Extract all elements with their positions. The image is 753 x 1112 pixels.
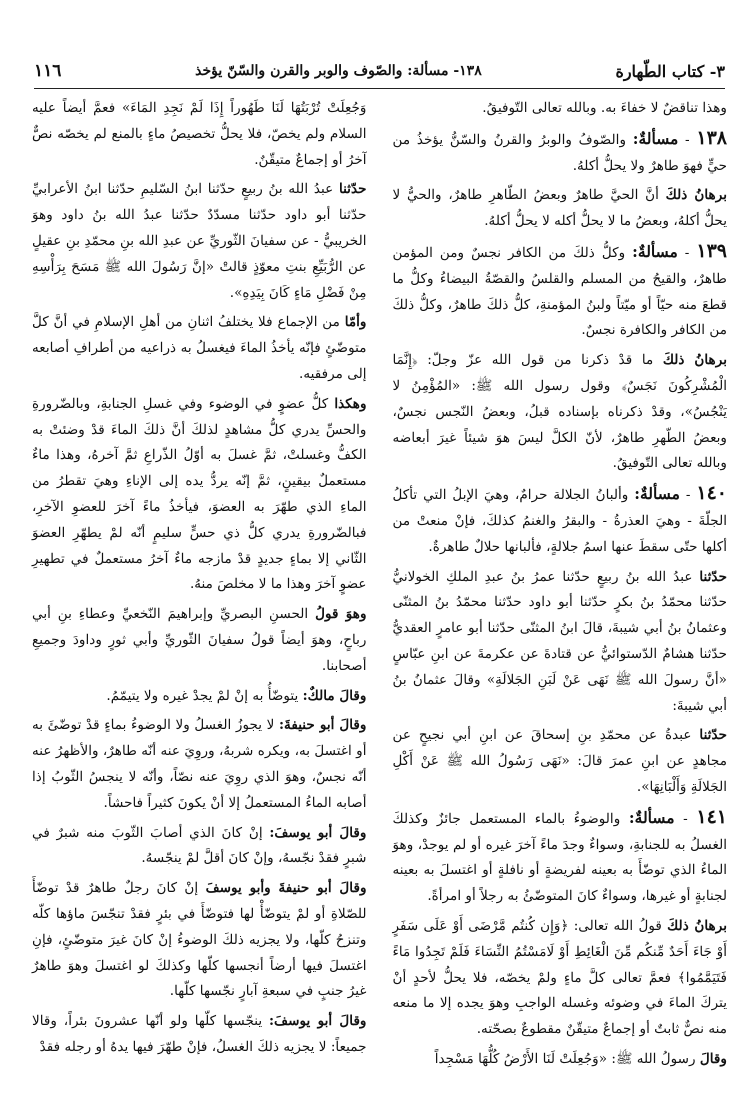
paragraph-text: وَجُعِلَتْ تُرْبَتُهَا لَنَا طَهُوراً إِذَا لَمْ نَجِدِ المَاءَ» فعمَّ أيضاً عليه السلام ولم يخصّ، فلا يحلُّ تخصيصُ ماءٍ بالمنع لم يخصّه نصٌّ آخرُ أو إجماعٌ متيقّنٌ. (32, 100, 367, 168)
paragraph-text: لا يجوزُ الغسلُ ولا الوضوءُ بماءٍ قدْ توضّئَ به أو اغتسلَ به، ويكره شربهُ، وروِيَ عنه أنّه طاهرٌ، والأظهرُ عنه أنّه نجسٌ، وهوَ الذي روِيَ عنه نصّاً، وأنّه لا ينجسُ الثّوبُ إذا أصابه الماءُ المستعملُ إلا أنْ يكونَ كثيراً فاحشاً. (32, 717, 367, 811)
paragraph-lead: وقالَ أبو حنيفةَ: (279, 717, 367, 734)
issue-number: ١٣٨ (696, 126, 727, 149)
issue-label: مسألةٌ: (628, 807, 675, 827)
paragraph (32, 177, 367, 306)
paragraph (393, 96, 728, 122)
paragraph (32, 821, 367, 873)
right-column (393, 96, 728, 1104)
paragraph (393, 348, 728, 477)
paragraph: ١٤١ - مسألةٌ: والوضوءُ بالماء المستعمل جائزٌ وكذلكَ الغسلُ به للجنابةِ، وسواءٌ وجدَ ماءً آخرَ غيره أو لم يوجدْ، وهوَ الماءُ الذي توضّأَ به بعينه لفريضةٍ أو نافلةٍ أو اغتسلَ به بعينه لجنابةٍ أو غيرها، وسواءٌ كانَ المتوضّئُ به رجلاً أو امرأةً. (392, 805, 727, 905)
paragraph-text: ما قدْ ذكرنا من قول الله عزّ وجلّ: ﴿إِنَّمَا الْمُشْرِكُونَ نَجَسٌ﴾ وقول رسول الله ﷺ: «المُؤْمِنُ لا يَنْجُسُ»، وقدْ ذكرناه بإسناده قبلُ، وبعضُ النّجس نجسٌ، وبعضُ الطّهرِ طاهرٌ، لأنّ الكلَّ ليسَ هوَ شيئاً غيرَ أبعاضه وبالله تعالى التّوفيقُ. (392, 352, 727, 472)
paragraph (32, 310, 367, 387)
paragraph-text: عبدُ الله بنُ ربيعٍ حدّثنا عمرُ بنُ عبدِ الملكِ الخولانيُّ حدّثنا محمّدُ بنُ بكرٍ حدّثنا أبو داود حدّثنا محمّدُ بنُ المثنّى وعثمانُ بنُ أبي شيبةَ، قالَ ابنُ المثنّى حدّثنا أبو عامرٍ العقديُّ حدّثنا هشامٌ الدّستوائيُّ عن قتادةَ عن عكرمةَ عن ابنِ عبّاسٍ «أنَّ رسولَ الله ﷺ نَهَى عَنْ لَبَنِ الجَلالَةِ» وقالَ عثمانُ بنُ أبي شيبةَ: (392, 568, 727, 714)
issue-number: ١٤٠ (696, 482, 727, 505)
page-number: ١١٦ (34, 61, 62, 81)
paragraph-text: الحسنِ البصريِّ وإبراهيمَ النّخعيِّ وعطاءِ بنِ أبي رباحٍ، وهوَ أيضاً قولُ سفيانَ الثّوريِّ وأبي ثورٍ وداودَ وجميعِ أصحابنا. (32, 606, 367, 674)
paragraph (32, 684, 367, 710)
paragraph (393, 1047, 728, 1073)
paragraph (32, 602, 367, 679)
text-columns (32, 96, 727, 1104)
paragraph-text: إنْ كانَ رجلٌ طاهرٌ قدْ توضّأَ للصّلاةِ أو لمْ يتوضّأْ لها فتوضّأَ في بئرٍ فقدْ تنجّسَ ماؤها كلّه وتنزحُ كلّها، ولا يجزيه ذلكَ الوضوءُ إنْ كانَ غيرَ متوضّئٍ، فإنِ اغتسلَ فيها أرضاً أنجسها كلّها وكذلكَ لو اغتسلَ وهوَ طاهرٌ غيرُ جنبٍ في سبعةِ آبارٍ نجّسها كلّها. (32, 880, 367, 1000)
paragraph-text: وألبانُ الجلالة حرامٌ، وهيَ الإبلُ التي تأكلُ الجلّةَ - وهيَ العذرةُ - والبقرُ والغنمُ كذلكَ، فإنْ منعتْ من أكلها حتّى سقطَ عنها اسمُ جلالةٍ، فألبانها حلالٌ طاهرةٌ. (392, 487, 727, 555)
paragraph-lead: برهانُ ذلكَ (665, 187, 728, 204)
paragraph (32, 713, 367, 816)
paragraph-text: عبدُ الله بنُ ربيعٍ حدّثنا ابنُ السّليمِ حدّثنا ابنُ الأعرابيِّ حدّثنا أبو داود حدّثنا مسدّدٌ حدّثنا عبدُ الله بنُ داود وهوَ الخريبيُّ - عن سفيانَ الثّوريِّ عن عبدِ الله بنِ محمّدِ بنِ عقيلٍ عن الرُّبَيِّعِ بنتِ معوّذٍ قالتْ «إنَّ رَسُولَ الله ﷺ مَسَحَ بِرَأْسِهِ مِنْ فَضْلِ مَاءٍ كَانَ بِيَدِهِ». (32, 181, 367, 301)
issue-label: مسألةٌ: (632, 241, 678, 261)
paragraph-text: قولُ الله تعالى: ﴿وَإِن كُنتُم مَّرْضَى أَوْ عَلَى سَفَرٍ أَوْ جَاءَ أَحَدٌ مِّنكُم مِّنَ الْغَائِطِ أَوْ لَامَسْتُمُ النِّسَاءَ فَلَمْ تَجِدُوا مَاءً فَتَيَمَّمُوا﴾ فعمَّ تعالى كلَّ ماءٍ ولمْ يخصّه، فلا يحلُّ لأحدٍ أنْ يتركَ الماءَ في وضوئه وغسله الواجبِ وهوَ يجده إلا ما منعه منه نصٌّ ثابتٌ أو إجماعٌ متيقّنٌ مقطوعٌ بصحّته. (392, 917, 727, 1038)
issue-label: مسألةٌ: (632, 128, 679, 148)
paragraph (32, 392, 367, 598)
issue-number: ١٣٩ (696, 239, 727, 262)
paragraph-text: رسولُ الله ﷺ: «وَجُعِلَتْ لَنَا الأَرْضُ كُلُّهَا مَسْجِداً (434, 1050, 696, 1067)
paragraph-lead: برهانُ ذلكَ (662, 352, 728, 369)
paragraph (32, 1009, 367, 1061)
paragraph (393, 565, 728, 720)
paragraph-lead: حدّثنا (699, 568, 727, 585)
book-title: ٣- كتاب الطّهارة (615, 61, 725, 81)
paragraph-lead: وهوَ قولُ (315, 606, 367, 623)
paragraph (393, 183, 728, 235)
left-column (32, 96, 367, 1104)
paragraph-text: عبدةُ عن محمّدِ بنِ إسحاقَ عن ابنِ أبي نجيحٍ عن مجاهدٍ عن ابنِ عمرَ قالَ: «نَهَى رَسُولُ الله ﷺ عَنْ أَكْلِ الجَلالَةِ وَأَلْبَانِهَا». (392, 727, 727, 795)
paragraph-lead: وأمّا (344, 314, 367, 331)
paragraph-text: يتوضّأُ به إنْ لمْ يجدْ غيره ولا يتيمّمُ. (106, 687, 299, 704)
paragraph-text: والوضوءُ بالماء المستعمل جائزٌ وكذلكَ الغسلُ به للجنابةِ، وسواءٌ وجدَ ماءً آخرَ غيره أو لم يوجدْ، وهوَ الماءُ الذي توضّأَ به بعينه لفريضةٍ أو نافلةٍ أو اغتسلَ به بعينه لجنابةٍ أو غيرها، وسواءٌ كانَ المتوضّئُ به رجلاً أو امرأةً. (392, 810, 727, 905)
paragraph (32, 876, 367, 1005)
paragraph-text: والصّوفُ والوبرُ والقرنُ والسّنُّ يؤخذُ من حيٍّ فهوَ طاهرٌ ولا يحلُّ أكلهُ. (392, 131, 727, 174)
running-title: ١٣٨- مسألة: والصّوف والوبر والقرن والسّنّ يؤخذ (195, 63, 482, 79)
paragraph-lead: وقالَ أبو يوسفَ: (269, 824, 367, 841)
page-header (34, 58, 725, 89)
paragraph (393, 723, 728, 800)
paragraph-text: وهذا تناقضٌ لا خفاءَ به. وبالله تعالى التّوفيقُ. (482, 100, 727, 116)
paragraph-lead: وهكذا (334, 395, 367, 412)
paragraph-lead: حدّثنا (699, 727, 727, 744)
paragraph-text: من الإجماع فلا يختلفُ اثنانِ من أهلِ الإسلامِ في أنَّ كلَّ متوضّئٍ فإنّه يأخذُ الماءَ فيغسلُ به ذراعيه من أطرافِ أصابعه إلى مرفقيه. (32, 314, 367, 382)
paragraph-text: وكلُّ ذلكَ من الكافر نجسٌ ومن المؤمن طاهرٌ، والقيحُ من المسلم والقلسُ والقصّةُ البيضاءُ وكلُّ ما قطعَ منه حيّاً أو ميّتاً ولبنُ المؤمنةِ، كلُّ ذلكَ طاهرٌ، وكلُّ ذلكَ من الكافر والكافرة نجسٌ. (392, 244, 727, 339)
paragraph-lead: برهانُ ذلكَ (667, 917, 727, 934)
paragraph-lead: وقالَ أبو يوسفَ: (269, 1013, 367, 1030)
paragraph-text: إنْ كانَ الذي أصابَ الثّوبَ منه شبرٌ في شبرٍ فقدْ نجّسهُ، وإنْ كانَ أقلَّ لمْ ينجّسهُ. (32, 824, 367, 867)
paragraph-lead: وقالَ (699, 1050, 727, 1067)
issue-number: ١٤١ (696, 805, 727, 828)
paragraph (393, 914, 728, 1043)
paragraph-lead: حدّثنا (338, 181, 367, 198)
paragraph-text: أنَّ الحيَّ طاهرٌ وبعضُ الطّاهرِ طاهرٌ، والحيُّ لا يحلُّ أكلهُ، وبعضُ ما لا يحلُّ أكله لا يحلُّ أكلهُ. (392, 187, 727, 230)
issue-label: مسألةٌ: (634, 484, 680, 504)
paragraph: ١٣٨ - مسألةٌ: والصّوفُ والوبرُ والقرنُ والسّنُّ يؤخذُ من حيٍّ فهوَ طاهرٌ ولا يحلُّ أكلهُ. (392, 126, 727, 174)
paragraph-lead: وقالَ مالكٌ: (302, 687, 367, 704)
paragraph-text: ينجّسها كلّها ولو أنّها عشرونَ بئراً، وقالا جميعاً: لا يجزيه ذلكَ الغسلُ، فإنْ طهّرَ فيها يدهُ أو رجله فقدْ (32, 1013, 367, 1055)
paragraph: ١٤٠ - مسألةٌ: وألبانُ الجلالة حرامٌ، وهيَ الإبلُ التي تأكلُ الجلّةَ - وهيَ العذرةُ - والبقرُ والغنمُ كذلكَ، فإنْ منعتْ من أكلها حتّى سقطَ عنها اسمُ جلالةٍ، فألبانها حلالٌ طاهرةٌ. (392, 482, 727, 555)
paragraph (32, 96, 367, 173)
paragraph: ١٣٩ - مسألةٌ: وكلُّ ذلكَ من الكافر نجسٌ ومن المؤمن طاهرٌ، والقيحُ من المسلم والقلسُ والقصّةُ البيضاءُ وكلُّ ما قطعَ منه حيّاً أو ميّتاً ولبنُ المؤمنةِ، كلُّ ذلكَ طاهرٌ، وكلُّ ذلكَ من الكافر والكافرة نجسٌ. (392, 239, 727, 339)
paragraph-text: كلُّ عضوٍ في الوضوء وفي غسلِ الجنابةِ، وبالضّرورةِ والحسِّ يدري كلُّ مشاهدٍ لذلكَ أنَّ ذلكَ الماءَ قدْ وضئتْ به الكفُّ وغسلتْ، ثمَّ غسلَ به أوّلُ الذّراعِ ثمَّ آخرهُ، وهذا ماءٌ مستعملٌ بيقينٍ، ثمَّ إنّه يردُّ يده إلى الإناءِ وهيَ تقطرُ من الماءِ الذي طهّرَ به العضوَ، فيأخذُ ماءً آخرَ للعضوِ الآخرِ، فبالضّرورةِ يدري كلُّ ذي حسٍّ سليمٍ أنّه لمْ يطهّرِ العضوَ الثّاني إلا بماءٍ جديدٍ قدْ مازجه ماءٌ آخرُ مستعملٌ في تطهيرِ عضوٍ آخرَ وهذا ما لا مخلصَ منهُ. (32, 395, 367, 593)
paragraph-lead: وقالَ أبو حنيفةَ وأبو يوسفَ (205, 880, 367, 897)
